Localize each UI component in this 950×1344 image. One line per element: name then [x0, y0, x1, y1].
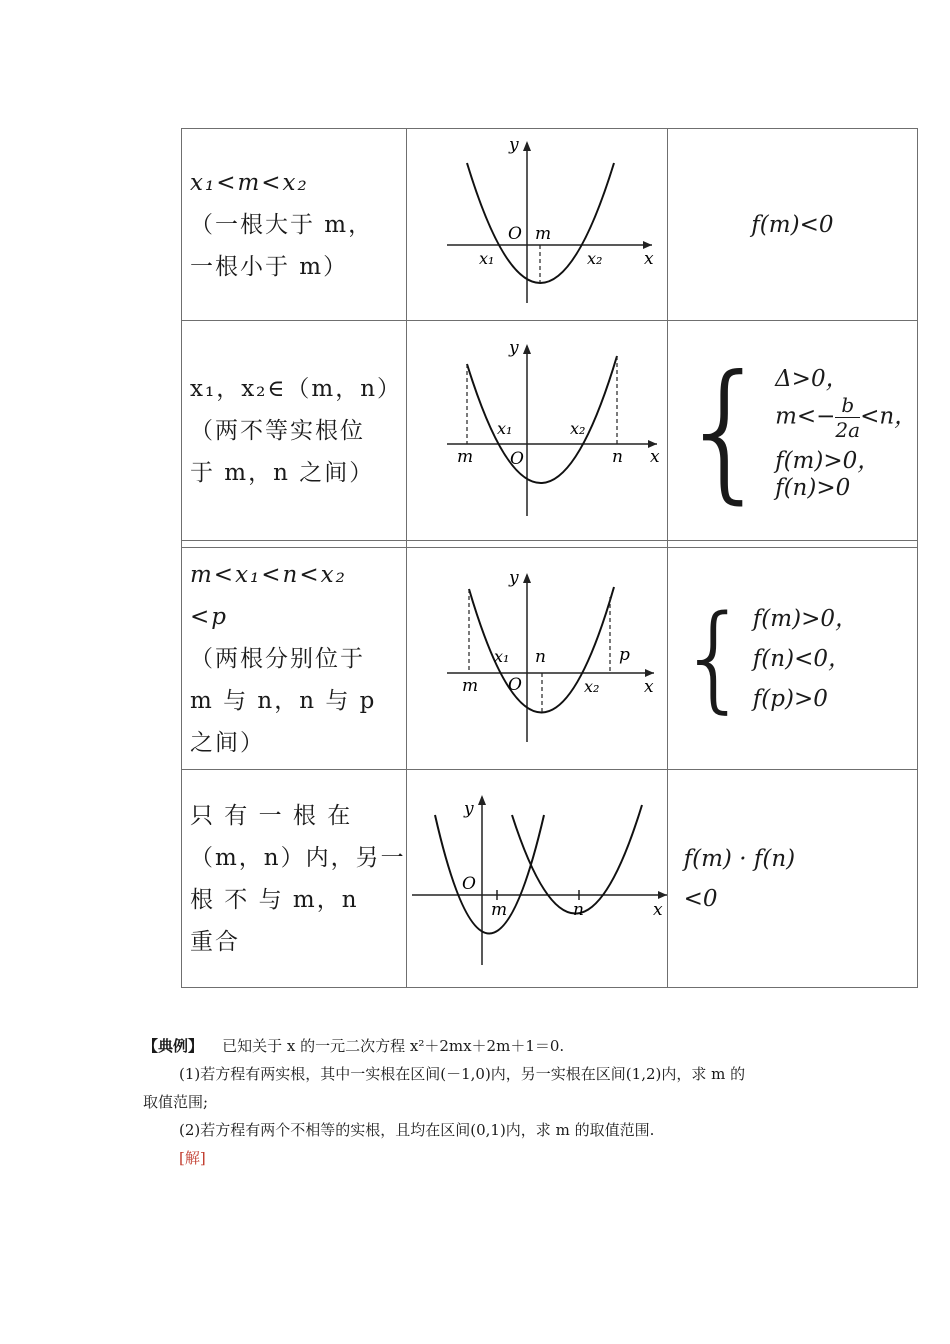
graph-cell — [406, 321, 667, 541]
y-axis-label: y — [508, 134, 519, 155]
x2-label: x₂ — [586, 248, 603, 268]
condition-line: 重合 — [190, 928, 240, 955]
n-label: n — [611, 447, 623, 467]
condition-line: <p — [190, 603, 228, 630]
x1-label: x₁ — [478, 248, 495, 268]
piecewise-conditions — [668, 591, 918, 725]
example-tag: 【典例】 — [143, 1037, 204, 1055]
p-label: p — [618, 644, 630, 665]
question-1: (1)若方程有两实根，其中一实根在区间(－1,0)内，另一实根在区间(1,2)内，求 m 的 — [179, 1065, 746, 1083]
condition-line: f(n)>0 — [775, 475, 851, 501]
graph-cell — [406, 770, 667, 988]
formula-text: f(m)<0 — [751, 211, 834, 238]
x1-label: x₁ — [496, 419, 513, 438]
left-brace: { — [677, 591, 751, 725]
x1-label: x₁ — [493, 646, 510, 666]
parabola-graph — [422, 336, 660, 521]
table-row — [182, 129, 918, 321]
root-distribution-table — [181, 128, 918, 988]
solution-tag: [解] — [179, 1149, 206, 1167]
y-axis-label: y — [508, 567, 519, 588]
condition-line: （两根分别位于 — [190, 645, 365, 672]
table-row — [182, 548, 918, 770]
parabola-graph — [407, 787, 667, 967]
parabola-graph — [422, 567, 652, 747]
condition-line: 之间） — [190, 729, 265, 756]
condition-line: f(m)>0， — [775, 448, 881, 474]
condition-line: f(n)<0， — [752, 645, 851, 672]
parabola-graph — [422, 133, 652, 313]
formula-cell — [667, 770, 918, 988]
formula-cell — [667, 321, 918, 541]
condition-cell — [182, 548, 407, 770]
condition-line: m<− $\frac{b}{2a}$ <n， — [775, 393, 918, 442]
left-brace: { — [677, 343, 774, 518]
x-axis-label: x — [643, 248, 654, 269]
condition-line: 根 不 与 m，n — [190, 886, 359, 913]
graph-cell — [406, 548, 667, 770]
m-label: m — [461, 675, 478, 696]
n-label: n — [572, 899, 584, 920]
piecewise-conditions — [668, 343, 918, 518]
condition-line: f(p)>0 — [752, 685, 828, 712]
origin-label: O — [509, 449, 524, 469]
condition-cell — [182, 321, 407, 541]
condition-line: x₁<m<x₂ — [190, 169, 309, 196]
table-row — [182, 770, 918, 988]
condition-line: （m，n）内，另一 — [190, 844, 406, 871]
condition-line: （一根大于 m， — [190, 211, 374, 238]
condition-line: 一根小于 m） — [190, 253, 349, 280]
condition-cell — [182, 129, 407, 321]
origin-label: O — [507, 674, 522, 695]
x2-label: x₂ — [583, 676, 600, 696]
m-label: m — [534, 223, 551, 244]
m-label: m — [456, 447, 473, 467]
x2-label: x₂ — [569, 419, 586, 438]
example-section — [143, 1032, 823, 1172]
condition-line: Δ>0， — [775, 366, 849, 392]
condition-line: （两不等实根位 — [190, 417, 365, 444]
x-axis-label: x — [652, 899, 663, 920]
condition-line: 只 有 一 根 在 — [190, 802, 353, 829]
table-row — [182, 321, 918, 541]
question-1-continued: 取值范围; — [143, 1093, 209, 1111]
formula-line: <0 — [683, 885, 718, 912]
origin-label: O — [507, 223, 522, 244]
n-label: n — [534, 646, 546, 667]
x-axis-label: x — [643, 676, 654, 697]
condition-cell — [182, 770, 407, 988]
graph-cell — [406, 129, 667, 321]
example-intro: 【典例】 已知关于 x 的一元二次方程 x²＋2mx＋2m＋1＝0. — [143, 1037, 565, 1055]
x-axis-label: x — [649, 447, 660, 467]
condition-line: x₁，x₂∈（m，n） — [190, 375, 403, 402]
fraction: $\frac{b}{2a}$ — [835, 393, 861, 442]
question-2: (2)若方程有两个不相等的实根，且均在区间(0,1)内，求 m 的取值范围. — [179, 1121, 655, 1139]
condition-line: 于 m，n 之间） — [190, 459, 375, 486]
formula-cell — [667, 548, 918, 770]
formula-cell — [667, 129, 918, 321]
condition-line: m 与 n，n 与 p — [190, 687, 377, 714]
m-label: m — [490, 899, 507, 920]
y-axis-label: y — [508, 338, 519, 358]
condition-line: f(m)>0， — [752, 605, 858, 632]
formula-line: f(m) · f(n) — [683, 845, 796, 872]
origin-label: O — [461, 873, 476, 894]
y-axis-label: y — [463, 798, 474, 819]
condition-line: m<x₁<n<x₂ — [190, 561, 347, 588]
